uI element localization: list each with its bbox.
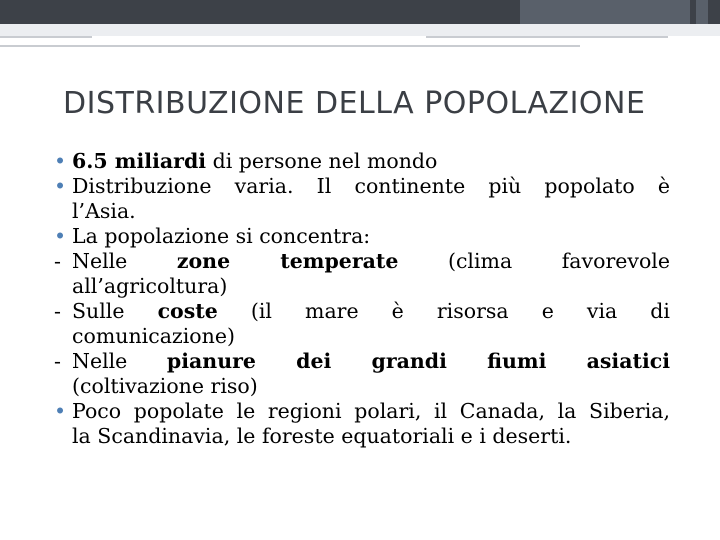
bullet-marker: • (54, 174, 67, 198)
text-line (72, 349, 670, 374)
bullet-item (56, 174, 670, 224)
bold-text: 6.5 miliardi (72, 149, 207, 173)
top-band-segment (690, 0, 696, 24)
dash-marker: - (54, 349, 61, 373)
bold-text: coste (157, 299, 218, 323)
text-run: all’agricoltura) (72, 274, 228, 298)
text-line (72, 224, 670, 249)
text-run: la Scandinavia, le foreste equatoriali e i deserti. (72, 424, 572, 448)
text-line (72, 299, 670, 324)
slide-title: DISTRIBUZIONE DELLA POPOLAZIONE (63, 86, 646, 121)
decorative-rule (0, 36, 92, 38)
text-run: (clima favorevole (398, 249, 670, 273)
text-run: comunicazione) (72, 324, 235, 348)
sub-bullet-item (56, 299, 670, 349)
text-line (72, 174, 670, 199)
text-line (72, 374, 670, 399)
text-run: l’Asia. (72, 199, 136, 223)
bullet-marker: • (54, 149, 67, 173)
bullet-marker: • (54, 399, 67, 423)
bold-text: zone temperate (176, 249, 399, 273)
slide-top-band-light (0, 24, 720, 36)
text-run: Nelle (72, 349, 167, 373)
text-run: Nelle (72, 249, 177, 273)
text-run: Distribuzione varia. Il continente più popolato è (72, 174, 670, 198)
dash-marker: - (54, 299, 61, 323)
text-line (72, 424, 670, 449)
text-line (72, 199, 670, 224)
top-band-segment (0, 0, 520, 24)
text-line (72, 274, 670, 299)
bullet-item (56, 149, 670, 174)
bullet-item (56, 399, 670, 449)
bullet-marker: • (54, 224, 67, 248)
dash-marker: - (54, 249, 61, 273)
text-line (72, 399, 670, 424)
text-run: La popolazione si concentra: (72, 224, 371, 248)
top-band-segment (708, 0, 720, 24)
text-run: (coltivazione riso) (72, 374, 258, 398)
bold-text: pianure dei grandi fiumi asiatici (166, 349, 670, 373)
text-run: Sulle (72, 299, 158, 323)
decorative-rule (426, 36, 668, 38)
text-line (72, 324, 670, 349)
text-run: (il mare è risorsa e via di (217, 299, 670, 323)
text-run: di persone nel mondo (206, 149, 438, 173)
text-run: Poco popolate le regioni polari, il Canada, la Siberia, (72, 399, 670, 423)
text-line (72, 249, 670, 274)
bullet-item (56, 224, 670, 249)
slide-top-band (0, 0, 720, 24)
text-line (72, 149, 670, 174)
sub-bullet-item (56, 349, 670, 399)
bullet-list (56, 149, 670, 449)
sub-bullet-item (56, 249, 670, 299)
decorative-rule (0, 45, 580, 47)
